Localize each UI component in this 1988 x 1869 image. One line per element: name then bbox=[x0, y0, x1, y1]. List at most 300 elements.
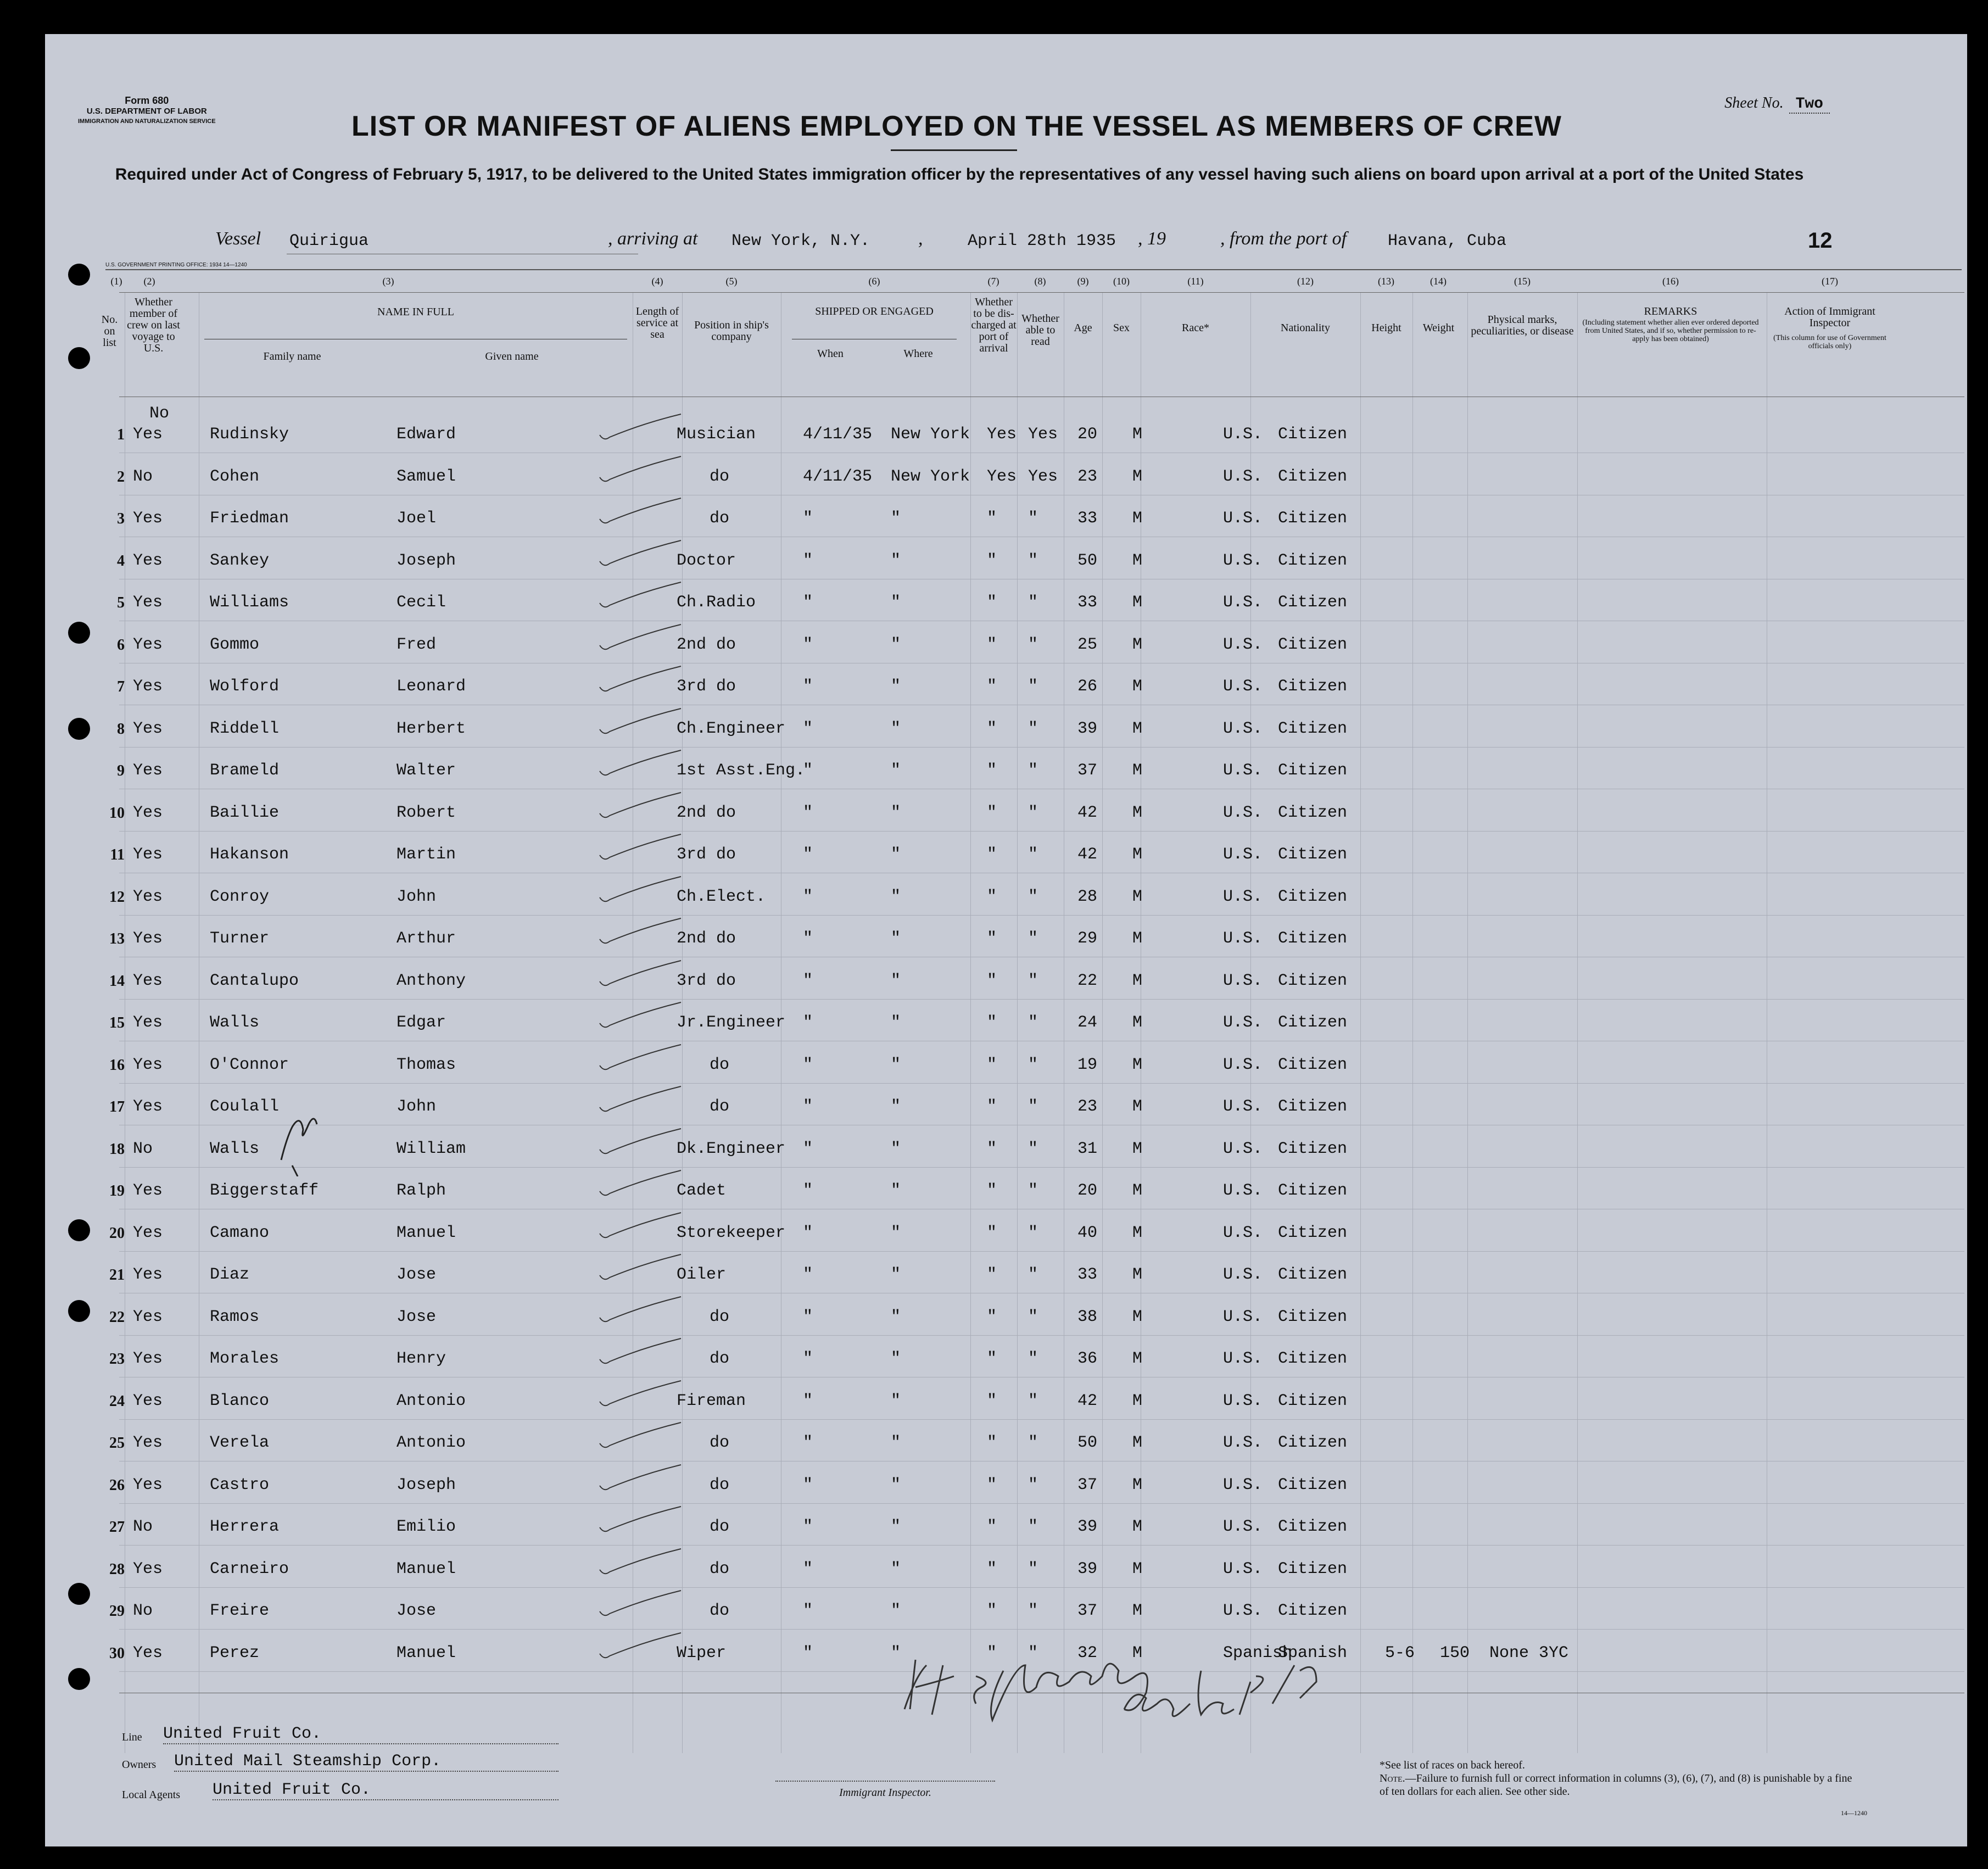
check-stroke bbox=[600, 1591, 681, 1615]
check-stroke bbox=[600, 708, 681, 733]
sheet-number-value: Two bbox=[1789, 96, 1830, 114]
column-number: (5) bbox=[725, 276, 738, 287]
discharged-cell: Yes bbox=[987, 425, 1017, 444]
read-cell: " bbox=[1028, 1517, 1038, 1536]
arrival-date: April 28th 1935 bbox=[968, 232, 1116, 250]
race-cell: U.S. bbox=[1223, 551, 1263, 570]
position-cell: Ch.Elect. bbox=[677, 887, 766, 906]
column-number: (7) bbox=[987, 276, 999, 287]
discharged-cell: " bbox=[987, 1139, 997, 1158]
given-name-cell: Antonio bbox=[397, 1391, 466, 1410]
service-check-mark bbox=[594, 1085, 688, 1118]
row-number: 17 bbox=[109, 1098, 125, 1115]
row-number: 22 bbox=[109, 1308, 125, 1326]
member-cell: Yes bbox=[133, 1055, 163, 1074]
age-cell: 39 bbox=[1077, 1559, 1098, 1578]
race-cell: U.S. bbox=[1223, 1307, 1263, 1326]
race-cell: U.S. bbox=[1223, 803, 1263, 822]
read-cell: " bbox=[1028, 1391, 1038, 1410]
sex-cell: M bbox=[1132, 1013, 1143, 1032]
binder-hole bbox=[68, 264, 90, 286]
member-cell: Yes bbox=[133, 1307, 163, 1326]
check-stroke bbox=[600, 540, 681, 565]
race-cell: U.S. bbox=[1223, 1559, 1263, 1578]
sex-cell: M bbox=[1132, 929, 1143, 948]
member-cell: Yes bbox=[133, 509, 163, 528]
family-name-cell: Biggerstaff bbox=[210, 1181, 319, 1200]
row-number: 27 bbox=[109, 1519, 125, 1536]
position-cell: do bbox=[710, 1055, 730, 1074]
column-number: (3) bbox=[382, 276, 394, 287]
form-dept: U.S. DEPARTMENT OF LABOR bbox=[86, 107, 207, 116]
race-cell: U.S. bbox=[1223, 1181, 1263, 1200]
family-name-cell: Coulall bbox=[210, 1097, 280, 1116]
age-cell: 25 bbox=[1077, 635, 1098, 654]
race-cell: U.S. bbox=[1223, 1013, 1263, 1032]
where-cell: " bbox=[891, 1475, 901, 1494]
form-number: Form 680 bbox=[125, 95, 169, 106]
family-name-cell: Walls bbox=[210, 1139, 260, 1158]
position-cell: 2nd do bbox=[677, 929, 736, 948]
nationality-cell: Citizen bbox=[1278, 719, 1348, 738]
row-rule bbox=[119, 999, 1964, 1000]
service-check-mark bbox=[594, 749, 688, 782]
discharged-cell: " bbox=[987, 929, 997, 948]
read-cell: " bbox=[1028, 929, 1038, 948]
member-cell: Yes bbox=[133, 635, 163, 654]
family-name-cell: Morales bbox=[210, 1349, 280, 1368]
when-cell: " bbox=[803, 1307, 813, 1326]
col-header-when: When bbox=[817, 348, 844, 360]
col-header-action: Action of Immigrant Inspector bbox=[1784, 305, 1875, 329]
when-cell: 4/11/35 bbox=[803, 467, 873, 486]
family-name-cell: Camano bbox=[210, 1223, 270, 1242]
note-text: —Failure to furnish full or correct information in columns (3), (6), (7), and (8) is punishable by a fine of ten dollars for each alien. See other side. bbox=[1380, 1772, 1852, 1798]
nationality-cell: Citizen bbox=[1278, 761, 1348, 780]
service-check-mark bbox=[594, 497, 688, 530]
race-cell: U.S. bbox=[1223, 1391, 1263, 1410]
sex-cell: M bbox=[1132, 719, 1143, 738]
row-number: 10 bbox=[109, 804, 125, 822]
discharged-cell: " bbox=[987, 1517, 997, 1536]
separator-comma: , bbox=[918, 228, 923, 249]
age-cell: 38 bbox=[1077, 1307, 1098, 1326]
service-check-mark bbox=[594, 1169, 688, 1202]
column-number: (8) bbox=[1034, 276, 1046, 287]
read-cell: " bbox=[1028, 509, 1038, 528]
position-cell: do bbox=[710, 1559, 730, 1578]
race-cell: U.S. bbox=[1223, 1517, 1263, 1536]
check-stroke bbox=[600, 1129, 681, 1153]
row-number: 11 bbox=[110, 846, 125, 863]
read-cell: " bbox=[1028, 1475, 1038, 1494]
sex-cell: M bbox=[1132, 1265, 1143, 1284]
discharged-cell: " bbox=[987, 677, 997, 696]
position-cell: 3rd do bbox=[677, 971, 736, 990]
position-cell: 2nd do bbox=[677, 803, 736, 822]
member-cell: Yes bbox=[133, 1349, 163, 1368]
when-cell: " bbox=[803, 929, 813, 948]
position-cell: do bbox=[710, 467, 730, 486]
read-cell: " bbox=[1028, 971, 1038, 990]
member-cell: No bbox=[133, 467, 153, 486]
member-cell: Yes bbox=[133, 1475, 163, 1494]
row-number: 25 bbox=[109, 1435, 125, 1452]
where-cell: " bbox=[891, 845, 901, 864]
given-name-cell: Herbert bbox=[397, 719, 466, 738]
when-cell: 4/11/35 bbox=[803, 425, 873, 444]
position-cell: do bbox=[710, 1602, 730, 1620]
given-name-cell: Thomas bbox=[397, 1055, 456, 1074]
column-number: (13) bbox=[1378, 276, 1394, 287]
family-name-cell: Ramos bbox=[210, 1307, 260, 1326]
age-cell: 42 bbox=[1077, 845, 1098, 864]
family-name-cell: Verela bbox=[210, 1433, 270, 1452]
discharged-cell: " bbox=[987, 719, 997, 738]
when-cell: " bbox=[803, 1349, 813, 1368]
nationality-cell: Citizen bbox=[1278, 1475, 1348, 1494]
nationality-cell: Citizen bbox=[1278, 425, 1348, 444]
when-cell: " bbox=[803, 1559, 813, 1578]
family-name-cell: Conroy bbox=[210, 887, 270, 906]
family-name-cell: Diaz bbox=[210, 1265, 250, 1284]
when-cell: " bbox=[803, 845, 813, 864]
given-name-cell: Emilio bbox=[397, 1517, 456, 1536]
service-check-mark bbox=[594, 1548, 688, 1581]
discharged-cell: " bbox=[987, 761, 997, 780]
sex-cell: M bbox=[1132, 1559, 1143, 1578]
discharged-cell: " bbox=[987, 1013, 997, 1032]
discharged-cell: " bbox=[987, 551, 997, 570]
row-number: 28 bbox=[109, 1560, 125, 1578]
races-note: *See list of races on back hereof. bbox=[1380, 1759, 1525, 1771]
check-stroke bbox=[600, 793, 681, 817]
row-rule bbox=[119, 1335, 1964, 1336]
nationality-cell: Citizen bbox=[1278, 1139, 1348, 1158]
check-stroke bbox=[600, 1381, 681, 1405]
sex-cell: M bbox=[1132, 887, 1143, 906]
age-cell: 19 bbox=[1077, 1055, 1098, 1074]
discharged-cell: " bbox=[987, 1433, 997, 1452]
nationality-cell: Citizen bbox=[1278, 593, 1348, 612]
age-cell: 22 bbox=[1077, 971, 1098, 990]
race-cell: U.S. bbox=[1223, 1223, 1263, 1242]
member-cell: Yes bbox=[133, 1559, 163, 1578]
member-cell: Yes bbox=[133, 1181, 163, 1200]
nationality-cell: Citizen bbox=[1278, 467, 1348, 486]
row-number: 18 bbox=[109, 1140, 125, 1158]
given-name-cell: Edgar bbox=[397, 1013, 446, 1032]
sex-cell: M bbox=[1132, 1602, 1143, 1620]
form-code: 14—1240 bbox=[1841, 1809, 1867, 1817]
when-cell: " bbox=[803, 1055, 813, 1074]
family-name-cell: Riddell bbox=[210, 719, 280, 738]
member-cell: Yes bbox=[133, 1265, 163, 1284]
age-cell: 36 bbox=[1077, 1349, 1098, 1368]
service-check-mark bbox=[594, 917, 688, 950]
where-cell: " bbox=[891, 803, 901, 822]
given-name-cell: Fred bbox=[397, 635, 437, 654]
read-cell: " bbox=[1028, 1013, 1038, 1032]
row-number: 15 bbox=[109, 1014, 125, 1031]
family-name-cell: Hakanson bbox=[210, 845, 289, 864]
family-name-cell: Walls bbox=[210, 1013, 260, 1032]
where-cell: " bbox=[891, 635, 901, 654]
where-cell: New York bbox=[891, 467, 970, 486]
row-rule bbox=[119, 1629, 1964, 1630]
nationality-cell: Citizen bbox=[1278, 1307, 1348, 1326]
inspector-line bbox=[775, 1781, 995, 1782]
where-cell: " bbox=[891, 1307, 901, 1326]
sex-cell: M bbox=[1132, 1391, 1143, 1410]
family-name-cell: Friedman bbox=[210, 509, 289, 528]
where-cell: " bbox=[891, 1643, 901, 1662]
family-name-cell: Blanco bbox=[210, 1391, 270, 1410]
family-name-cell: Brameld bbox=[210, 761, 280, 780]
check-stroke bbox=[600, 498, 681, 523]
row-number: 3 bbox=[117, 510, 125, 527]
row-rule bbox=[119, 1251, 1964, 1252]
discharged-cell: " bbox=[987, 509, 997, 528]
member-cell: Yes bbox=[133, 803, 163, 822]
row-number: 23 bbox=[109, 1351, 125, 1368]
family-name-cell: Cantalupo bbox=[210, 971, 299, 990]
row-rule bbox=[119, 1083, 1964, 1084]
given-name-cell: Edward bbox=[397, 425, 456, 444]
position-cell: Cadet bbox=[677, 1181, 727, 1200]
member-cell: Yes bbox=[133, 719, 163, 738]
race-cell: U.S. bbox=[1223, 1055, 1263, 1074]
when-cell: " bbox=[803, 593, 813, 612]
sex-cell: M bbox=[1132, 1181, 1143, 1200]
member-correction: No bbox=[149, 404, 170, 423]
owners-label: Owners bbox=[122, 1759, 157, 1771]
nationality-cell: Citizen bbox=[1278, 1559, 1348, 1578]
family-name-cell: Cohen bbox=[210, 467, 260, 486]
nationality-cell: Citizen bbox=[1278, 887, 1348, 906]
col-header-member: Whether member of crew on last voyage to U.S. bbox=[127, 296, 180, 354]
discharged-cell: " bbox=[987, 1055, 997, 1074]
sex-cell: M bbox=[1132, 1475, 1143, 1494]
row-number: 7 bbox=[117, 678, 125, 695]
year-label: , 19 bbox=[1138, 228, 1166, 249]
grid-column-line bbox=[1467, 292, 1468, 1753]
column-number: (17) bbox=[1822, 276, 1838, 287]
when-cell: " bbox=[803, 551, 813, 570]
read-cell: " bbox=[1028, 1223, 1038, 1242]
column-number: (6) bbox=[868, 276, 880, 287]
check-stroke bbox=[600, 1002, 681, 1027]
service-check-mark bbox=[594, 1337, 688, 1370]
height-cell: 5-6 bbox=[1385, 1643, 1415, 1662]
discharged-cell: " bbox=[987, 845, 997, 864]
weight-cell: 150 bbox=[1440, 1643, 1470, 1662]
page-number: 12 bbox=[1808, 228, 1833, 253]
race-cell: U.S. bbox=[1223, 677, 1263, 696]
position-cell: 1st Asst.Eng. bbox=[677, 761, 806, 780]
check-stroke bbox=[600, 961, 681, 985]
given-name-cell: Robert bbox=[397, 803, 456, 822]
position-cell: Ch.Engineer bbox=[677, 719, 786, 738]
family-name-cell: Wolford bbox=[210, 677, 280, 696]
row-number: 8 bbox=[117, 720, 125, 738]
where-cell: " bbox=[891, 1223, 901, 1242]
position-cell: do bbox=[710, 1349, 730, 1368]
row-rule bbox=[119, 831, 1964, 832]
discharged-cell: " bbox=[987, 887, 997, 906]
where-cell: " bbox=[891, 1265, 901, 1284]
from-port: Havana, Cuba bbox=[1388, 232, 1507, 250]
where-cell: " bbox=[891, 929, 901, 948]
row-rule bbox=[119, 1587, 1964, 1588]
position-cell: do bbox=[710, 509, 730, 528]
age-cell: 40 bbox=[1077, 1223, 1098, 1242]
read-cell: Yes bbox=[1028, 467, 1058, 486]
owners-value: United Mail Steamship Corp. bbox=[174, 1752, 559, 1772]
member-cell: Yes bbox=[133, 887, 163, 906]
read-cell: " bbox=[1028, 1433, 1038, 1452]
position-cell: do bbox=[710, 1097, 730, 1116]
race-cell: U.S. bbox=[1223, 593, 1263, 612]
age-cell: 37 bbox=[1077, 1602, 1098, 1620]
given-name-cell: Joel bbox=[397, 509, 437, 528]
service-check-mark bbox=[594, 791, 688, 824]
check-stroke bbox=[600, 1213, 681, 1237]
col-header-family: Family name bbox=[263, 350, 321, 362]
given-name-cell: Walter bbox=[397, 761, 456, 780]
given-name-cell: Antonio bbox=[397, 1433, 466, 1452]
discharged-cell: " bbox=[987, 635, 997, 654]
when-cell: " bbox=[803, 1097, 813, 1116]
service-check-mark bbox=[594, 581, 688, 614]
nationality-cell: Citizen bbox=[1278, 929, 1348, 948]
nationality-cell: Citizen bbox=[1278, 1055, 1348, 1074]
where-cell: " bbox=[891, 1559, 901, 1578]
read-cell: " bbox=[1028, 887, 1038, 906]
read-cell: " bbox=[1028, 1307, 1038, 1326]
sheet-number-label: Sheet No. bbox=[1724, 94, 1784, 111]
nationality-cell: Citizen bbox=[1278, 1223, 1348, 1242]
discharged-cell: " bbox=[987, 971, 997, 990]
where-cell: " bbox=[891, 1517, 901, 1536]
row-number: 2 bbox=[117, 468, 125, 486]
nationality-cell: Citizen bbox=[1278, 635, 1348, 654]
age-cell: 50 bbox=[1077, 551, 1098, 570]
grid-header-line bbox=[119, 292, 1964, 293]
race-cell: U.S. bbox=[1223, 509, 1263, 528]
col-header-name: NAME IN FULL bbox=[377, 306, 454, 318]
when-cell: " bbox=[803, 1433, 813, 1452]
where-cell: " bbox=[891, 1433, 901, 1452]
where-cell: " bbox=[891, 1181, 901, 1200]
race-cell: U.S. bbox=[1223, 887, 1263, 906]
given-name-cell: Manuel bbox=[397, 1559, 456, 1578]
given-name-cell: Manuel bbox=[397, 1643, 456, 1662]
age-cell: 33 bbox=[1077, 1265, 1098, 1284]
race-cell: U.S. bbox=[1223, 1602, 1263, 1620]
col-header-height: Height bbox=[1371, 322, 1401, 334]
check-stroke bbox=[600, 1507, 681, 1531]
when-cell: " bbox=[803, 719, 813, 738]
position-cell: Jr.Engineer bbox=[677, 1013, 786, 1032]
where-cell: " bbox=[891, 509, 901, 528]
service-check-mark bbox=[594, 875, 688, 908]
row-rule bbox=[119, 1503, 1964, 1504]
manifest-sheet bbox=[45, 34, 1967, 1846]
read-cell: " bbox=[1028, 1643, 1038, 1662]
handwritten-correction bbox=[276, 1078, 353, 1176]
row-rule bbox=[119, 1419, 1964, 1420]
service-check-mark bbox=[594, 1464, 688, 1497]
member-cell: Yes bbox=[133, 677, 163, 696]
nationality-cell: Citizen bbox=[1278, 803, 1348, 822]
service-check-mark bbox=[594, 1296, 688, 1329]
check-stroke bbox=[600, 1045, 681, 1069]
discharged-cell: " bbox=[987, 1307, 997, 1326]
age-cell: 39 bbox=[1077, 1517, 1098, 1536]
binder-hole bbox=[68, 1668, 90, 1690]
age-cell: 37 bbox=[1077, 761, 1098, 780]
where-cell: " bbox=[891, 1055, 901, 1074]
member-cell: No bbox=[133, 1139, 153, 1158]
sex-cell: M bbox=[1132, 635, 1143, 654]
nationality-cell: Citizen bbox=[1278, 1181, 1348, 1200]
service-check-mark bbox=[594, 623, 688, 656]
col-header-discharged: Whether to be dis- charged at port of arrival bbox=[971, 296, 1017, 354]
marks-cell: None 3YC bbox=[1489, 1643, 1569, 1662]
position-cell: Ch.Radio bbox=[677, 593, 756, 612]
race-cell: Spanish bbox=[1223, 1643, 1293, 1662]
where-cell: " bbox=[891, 593, 901, 612]
given-name-cell: John bbox=[397, 887, 437, 906]
check-stroke bbox=[600, 834, 681, 859]
col-header-sex: Sex bbox=[1113, 322, 1130, 334]
service-check-mark bbox=[594, 455, 688, 488]
discharged-cell: " bbox=[987, 1349, 997, 1368]
read-cell: " bbox=[1028, 1602, 1038, 1620]
sex-cell: M bbox=[1132, 425, 1143, 444]
inspector-signature bbox=[894, 1643, 1388, 1737]
sex-cell: M bbox=[1132, 467, 1143, 486]
given-name-cell: Leonard bbox=[397, 677, 466, 696]
where-cell: New York bbox=[891, 425, 970, 444]
grid-column-line bbox=[1017, 292, 1018, 1753]
binder-hole bbox=[68, 622, 90, 644]
agents-label: Local Agents bbox=[122, 1789, 181, 1801]
where-cell: " bbox=[891, 887, 901, 906]
col-header-no: No. on list bbox=[101, 314, 118, 349]
read-cell: " bbox=[1028, 635, 1038, 654]
nationality-cell: Citizen bbox=[1278, 1265, 1348, 1284]
sex-cell: M bbox=[1132, 1517, 1143, 1536]
when-cell: " bbox=[803, 1013, 813, 1032]
col-header-shipped: SHIPPED OR ENGAGED bbox=[815, 305, 934, 317]
header-top-rule bbox=[105, 269, 1962, 270]
family-name-cell: Turner bbox=[210, 929, 270, 948]
family-name-cell: Carneiro bbox=[210, 1559, 289, 1578]
sex-cell: M bbox=[1132, 1307, 1143, 1326]
binder-hole bbox=[68, 718, 90, 740]
nationality-cell: Spanish bbox=[1278, 1643, 1348, 1662]
col-header-action-note: (This column for use of Government officials only) bbox=[1773, 334, 1886, 350]
when-cell: " bbox=[803, 509, 813, 528]
where-cell: " bbox=[891, 677, 901, 696]
discharged-cell: " bbox=[987, 1602, 997, 1620]
nationality-cell: Citizen bbox=[1278, 1097, 1348, 1116]
grid-column-line bbox=[1412, 292, 1413, 1753]
given-name-cell: Ralph bbox=[397, 1181, 446, 1200]
member-cell: Yes bbox=[133, 425, 163, 444]
